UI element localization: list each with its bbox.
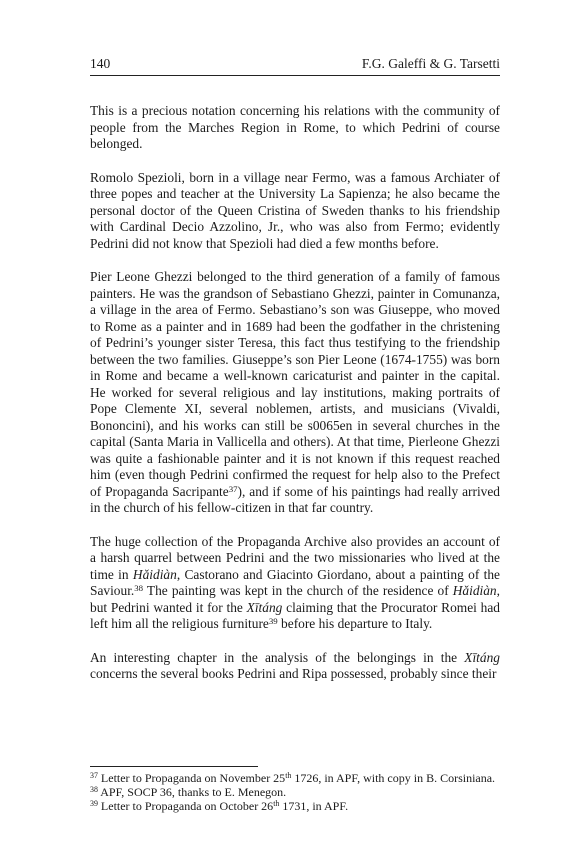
- footnotes: [90, 771, 500, 813]
- italic-term: Hǎidiàn: [452, 583, 497, 598]
- running-head: F.G. Galeffi & G. Tarsetti: [361, 56, 500, 71]
- paragraph: The huge collection of the Propaganda Archive also provides an account of a harsh quarrel between Pedrini and the two missionaries who lived at the time in Hǎidiàn, Castorano and Giacinto Giordano, about a painting of the Saviour.$^{38}$ The painting was kept in the church of the residence of Hǎidiàn, but Pedrini wanted it for the Xītáng claiming that the Procurator Romei had left him all the religious furniture$^{39}$ before his departure to Italy.: [90, 533, 500, 631]
- body-text: [90, 103, 500, 700]
- footnote: $^{38}$ APF, SOCP 36, thanks to E. Menegon.: [90, 785, 287, 799]
- italic-term: Xītáng: [246, 599, 283, 615]
- italic-term: Xītáng: [464, 649, 500, 665]
- paragraph: An interesting chapter in the analysis of the belongings in the Xītáng concerns the several books Pedrini and Ripa possessed, probably since their: [90, 649, 500, 681]
- footnote: $^{37}$ Letter to Propaganda on November 25th 1726, in APF, with copy in B. Corsiniana.: [90, 771, 496, 785]
- footnote: $^{39}$ Letter to Propaganda on October 26th 1731, in APF.: [90, 799, 349, 813]
- footnote-mark: 37: [90, 771, 98, 781]
- footnote-ref: 37: [228, 483, 238, 494]
- footnote-ref: 39: [268, 616, 278, 627]
- footnote-mark: 39: [90, 799, 98, 809]
- paragraph: Romolo Spezioli, born in a village near Fermo, was a famous Archiater of three popes and teacher at the University La Sapienza; he also became the personal doctor of the Queen Cristina of Sweden thanks to his friendship with Cardinal Decio Azzolino, Jr., who was also from Fermo; evidently Pedrini did not know that Spezioli had died a few months before.: [90, 169, 500, 251]
- footnote-ref: 38: [134, 583, 144, 594]
- page-header: [90, 56, 500, 74]
- italic-term: Hǎidiàn: [132, 566, 177, 582]
- page-number: 140: [90, 56, 111, 71]
- footnote-rule: [90, 766, 258, 767]
- footnote-mark: 38: [90, 785, 98, 795]
- header-rule: [90, 75, 500, 76]
- paragraph: This is a precious notation concerning his relations with the community of people from the Marches Region in Rome, to which Pedrini of course belonged.: [90, 103, 500, 151]
- paragraph: Pier Leone Ghezzi belonged to the third generation of a family of famous painters. He was the grandson of Sebastiano Ghezzi, painter in Comunanza, a village in the area of Fermo. Sebastiano’s son was Giuseppe, who moved to Rome as a painter and in 1689 had been the godfather in the christening of Pedrini’s younger sister Teresa, this fact thus testifying to the friendship between the two families. Giuseppe’s son Pier Leone (1674-1755) was born in Rome and became a well-known caricaturist and painter in the capital. He worked for several religious and lay institutions, making portraits of Pope Clemente XI, several noblemen, artists, and musicians (Vivaldi, Bononcini), and his works can still be s0065en in several churches in the capital (Santa Maria in Vallicella and others). At that time, Pierleone Ghezzi was quite a fashionable painter and it is not known if this request reached him (even though Pedrini confirmed the request for help also to the Prefect of Propaganda Sacripante$^{37}$), and if some of his paintings had really arrived in the church of his fellow-citizen in that far country.: [90, 269, 500, 515]
